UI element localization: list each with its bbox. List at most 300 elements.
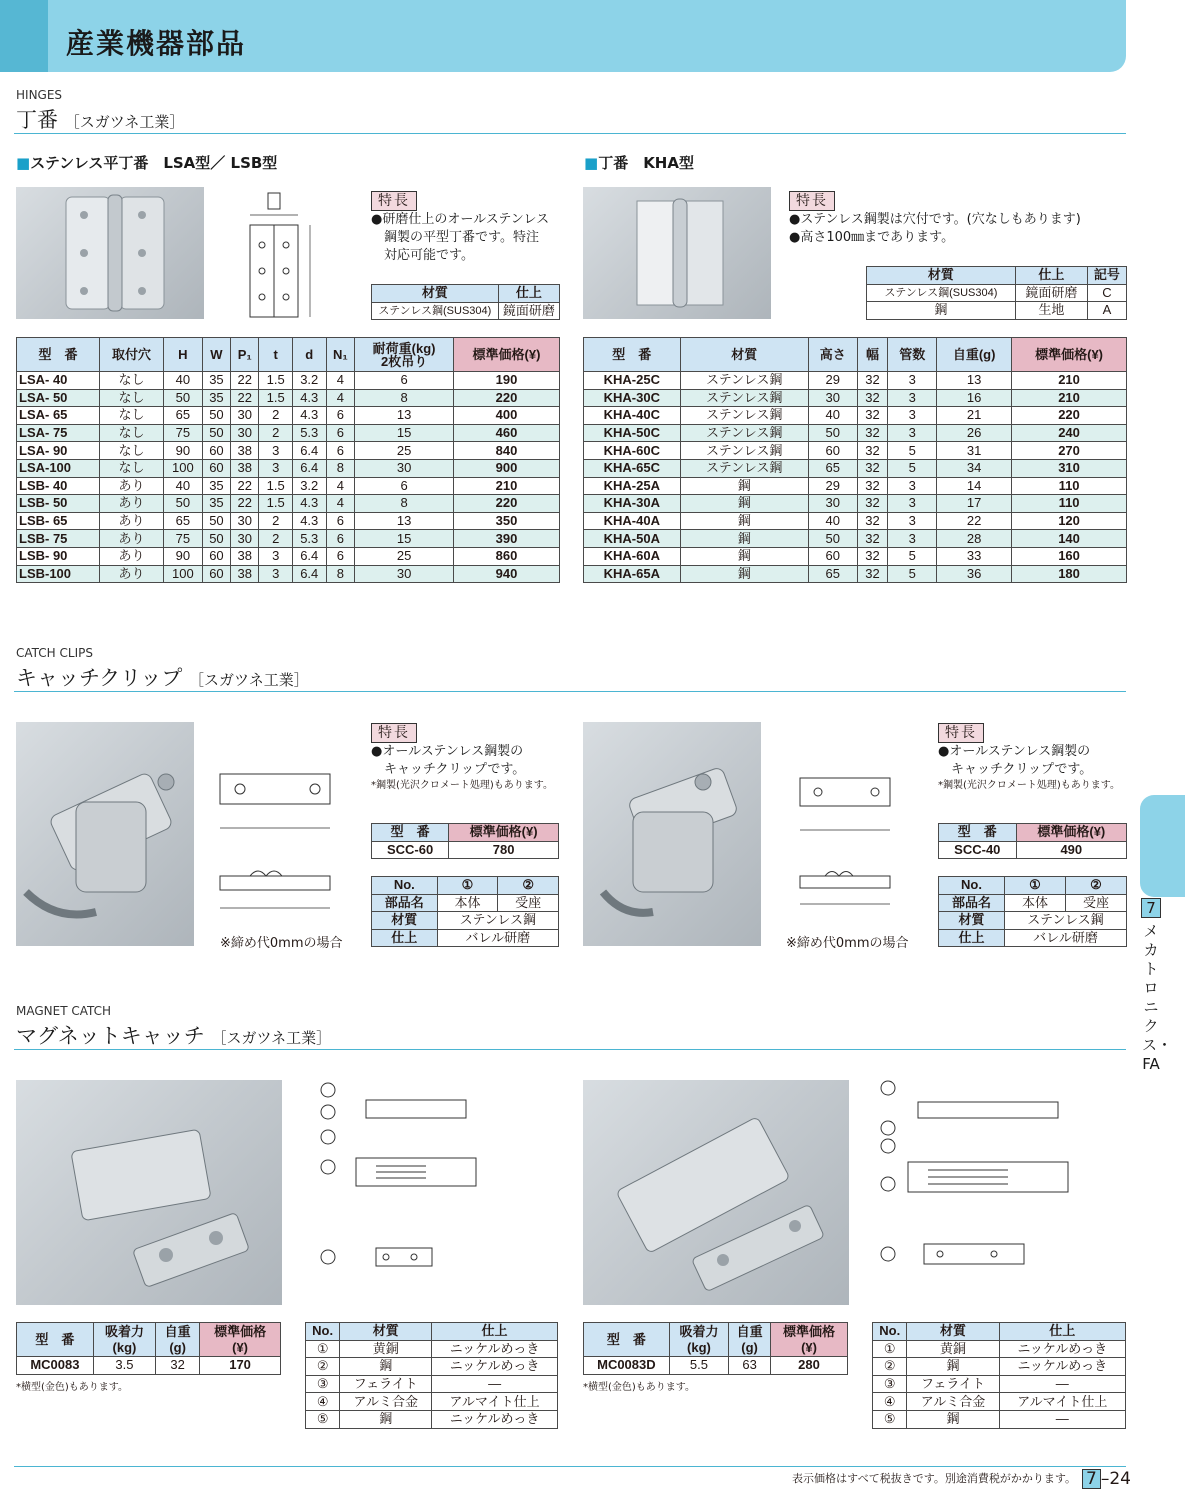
- table-cell: 30: [808, 495, 857, 513]
- table-cell: 240: [1012, 424, 1127, 442]
- table-cell: 8: [355, 389, 454, 407]
- table-cell: ②: [306, 1358, 340, 1376]
- table-row: [17, 424, 560, 442]
- cell: 本体: [1004, 894, 1065, 912]
- table-cell: 32: [857, 442, 888, 460]
- table-cell: 34: [937, 459, 1012, 477]
- header-cell: 仕上: [999, 1323, 1125, 1341]
- table-cell: 22: [231, 495, 259, 513]
- table-cell: 鋼: [340, 1410, 432, 1428]
- table-cell: 60: [808, 547, 857, 565]
- table-cell: フェライト: [340, 1375, 432, 1393]
- kha-table: [583, 337, 1127, 583]
- table-cell: 3: [259, 565, 293, 583]
- table-cell: 30: [231, 407, 259, 425]
- table-cell: あり: [99, 565, 163, 583]
- table-cell: 1.5: [259, 389, 293, 407]
- table-row: [17, 495, 560, 513]
- header-cell: ②: [498, 877, 559, 895]
- table-cell: 210: [453, 477, 559, 495]
- feature-text: ●研磨仕上のオールステンレス 鋼製の平型丁番です。特注 対応可能です。: [371, 212, 550, 263]
- table-cell: 310: [1012, 459, 1127, 477]
- table-cell: 350: [453, 512, 559, 530]
- table-cell: あり: [99, 495, 163, 513]
- header-cell: 自重 (g): [156, 1323, 200, 1357]
- table-row: [17, 477, 560, 495]
- header-cell: P₁: [231, 338, 259, 372]
- table-cell: LSB- 40: [17, 477, 100, 495]
- table-cell: 鋼: [680, 565, 808, 583]
- table-cell: 鋼: [680, 547, 808, 565]
- table-cell: アルミ合金: [907, 1393, 999, 1411]
- table-cell: KHA-30C: [584, 389, 681, 407]
- table-cell: 65: [808, 459, 857, 477]
- table-row: [584, 389, 1127, 407]
- kha-features: [789, 190, 1129, 247]
- header-cell: 標準価格(¥): [449, 824, 559, 842]
- table-cell: 60: [202, 547, 230, 565]
- table-cell: 32: [857, 389, 888, 407]
- table-cell: 3: [888, 477, 937, 495]
- catch-60-features: [371, 722, 571, 793]
- header-cell: 標準価格(¥): [1016, 824, 1126, 842]
- cell: バレル研磨: [437, 929, 558, 947]
- subhead-text: ステンレス平丁番 LSA型／ LSB型: [30, 154, 278, 172]
- table-cell: KHA-40C: [584, 407, 681, 425]
- model-cell: MC0083: [17, 1357, 94, 1375]
- table-cell: LSA- 40: [17, 372, 100, 390]
- table-row: [17, 372, 560, 390]
- cell: 5.5: [669, 1357, 728, 1375]
- table-cell: 30: [231, 530, 259, 548]
- table-row: [17, 547, 560, 565]
- table-cell: なし: [99, 424, 163, 442]
- table-row: [306, 1375, 558, 1393]
- footer-rule: [14, 1466, 1126, 1467]
- table-cell: ③: [306, 1375, 340, 1393]
- table-cell: 1.5: [259, 477, 293, 495]
- hinge-photo-illustration: [583, 187, 771, 319]
- table-cell: 32: [857, 512, 888, 530]
- table-cell: 4.3: [292, 512, 326, 530]
- price-cell: 490: [1016, 841, 1126, 859]
- table-cell: なし: [99, 407, 163, 425]
- table-cell: 460: [453, 424, 559, 442]
- table-cell: 22: [231, 372, 259, 390]
- table-cell: 6: [326, 424, 355, 442]
- table-cell: 4: [326, 372, 355, 390]
- table-cell: アルマイト仕上: [432, 1393, 558, 1411]
- table-cell: 270: [1012, 442, 1127, 460]
- table-cell: 50: [808, 530, 857, 548]
- table-cell: 32: [857, 565, 888, 583]
- header-cell: No.: [306, 1323, 340, 1341]
- section-en-catch: CATCH CLIPS: [16, 646, 93, 660]
- table-cell: 6: [326, 512, 355, 530]
- spec-cell: C: [1087, 284, 1126, 302]
- table-row: [584, 477, 1127, 495]
- table-cell: ニッケルめっき: [432, 1358, 558, 1376]
- table-cell: 38: [231, 442, 259, 460]
- section-rule: [14, 691, 1126, 692]
- table-cell: 3.2: [292, 477, 326, 495]
- table-row: [306, 1340, 558, 1358]
- section-jp: 丁番: [16, 108, 58, 132]
- table-cell: 50: [202, 530, 230, 548]
- table-cell: 鋼: [680, 477, 808, 495]
- table-cell: 2: [259, 512, 293, 530]
- table-cell: 60: [202, 442, 230, 460]
- cell: 3.5: [93, 1357, 155, 1375]
- table-cell: KHA-25C: [584, 372, 681, 390]
- header-cell: W: [202, 338, 230, 372]
- header-cell: 耐荷重(kg) 2枚吊り: [355, 338, 454, 372]
- table-cell: 3: [888, 389, 937, 407]
- cell: ステンレス鋼: [437, 912, 558, 930]
- header-cell: ②: [1065, 877, 1126, 895]
- table-cell: ②: [873, 1358, 907, 1376]
- table-cell: 390: [453, 530, 559, 548]
- header-cell: 自重(g): [937, 338, 1012, 372]
- header-cell: 型 番: [584, 338, 681, 372]
- table-cell: 鋼: [340, 1358, 432, 1376]
- table-cell: 100: [163, 565, 202, 583]
- table-cell: 3: [888, 512, 937, 530]
- model-cell: SCC-40: [939, 841, 1017, 859]
- price-cell: 170: [200, 1357, 281, 1375]
- table-cell: 4.3: [292, 389, 326, 407]
- table-cell: 6: [355, 477, 454, 495]
- table-cell: ニッケルめっき: [432, 1410, 558, 1428]
- table-cell: 3: [259, 547, 293, 565]
- header-cell: 型 番: [372, 824, 449, 842]
- note: *横型(金色)もあります。: [583, 1382, 696, 1393]
- dimension-drawing: [200, 748, 350, 928]
- spec-header: 仕上: [1015, 267, 1087, 285]
- table-cell: 3: [888, 530, 937, 548]
- table-row: [17, 565, 560, 583]
- table-cell: 35: [202, 477, 230, 495]
- table-cell: KHA-25A: [584, 477, 681, 495]
- table-cell: 30: [355, 565, 454, 583]
- table-cell: 30: [355, 459, 454, 477]
- table-cell: 30: [808, 389, 857, 407]
- spec-cell: ステンレス鋼(SUS304): [372, 302, 499, 320]
- hinge-photo-illustration: [16, 187, 204, 319]
- price-cell: 280: [771, 1357, 848, 1375]
- table-cell: 32: [857, 407, 888, 425]
- header-cell: 材質: [907, 1323, 999, 1341]
- table-cell: 6: [355, 372, 454, 390]
- table-row: [17, 389, 560, 407]
- magnet-illustration: [583, 1080, 849, 1305]
- footer-note: 表示価格はすべて税抜きです。別途消費税がかかります。: [792, 1472, 1077, 1485]
- row-label: 材質: [372, 912, 438, 930]
- table-cell: KHA-65C: [584, 459, 681, 477]
- cell: 63: [729, 1357, 771, 1375]
- magnet-illustration: [16, 1080, 282, 1305]
- table-row: [873, 1358, 1126, 1376]
- table-cell: 210: [1012, 372, 1127, 390]
- table-cell: LSB-100: [17, 565, 100, 583]
- magnet-left-price-table: [16, 1322, 281, 1375]
- table-cell: 120: [1012, 512, 1127, 530]
- table-cell: 32: [857, 530, 888, 548]
- subhead-lsa: ■ステンレス平丁番 LSA型／ LSB型: [16, 154, 278, 172]
- table-cell: アルマイト仕上: [999, 1393, 1125, 1411]
- catch-clip-40-photo: [583, 722, 761, 946]
- feature-label: 特長: [371, 191, 417, 211]
- table-cell: 15: [355, 424, 454, 442]
- section-rule: [14, 133, 1126, 134]
- table-cell: 50: [202, 407, 230, 425]
- table-cell: 鋼: [680, 530, 808, 548]
- kha-spec-table: [866, 266, 1127, 320]
- chapter-title: メカトロニクス・FA: [1142, 922, 1173, 1073]
- table-cell: LSB- 90: [17, 547, 100, 565]
- table-cell: 38: [231, 459, 259, 477]
- table-cell: 3.2: [292, 372, 326, 390]
- header-cell: ①: [437, 877, 498, 895]
- table-cell: 32: [857, 459, 888, 477]
- header-cell: 取付穴: [99, 338, 163, 372]
- table-cell: 8: [355, 495, 454, 513]
- header-cell: 吸着力 (kg): [93, 1323, 155, 1357]
- table-cell: 16: [937, 389, 1012, 407]
- table-cell: 3: [888, 372, 937, 390]
- table-cell: 35: [202, 389, 230, 407]
- catch-40-price-table: [938, 823, 1127, 859]
- table-cell: 5: [888, 565, 937, 583]
- spec-cell: 鏡面研磨: [498, 302, 559, 320]
- table-cell: LSA- 65: [17, 407, 100, 425]
- header-cell: No.: [372, 877, 438, 895]
- table-row: [584, 495, 1127, 513]
- table-cell: 4.3: [292, 407, 326, 425]
- dimension-drawing: [878, 1080, 1118, 1305]
- table-cell: 90: [163, 442, 202, 460]
- hinge-lsa-drawing: [230, 185, 330, 323]
- table-cell: 鋼: [907, 1410, 999, 1428]
- table-cell: 50: [202, 424, 230, 442]
- table-cell: 32: [857, 477, 888, 495]
- maker-label: ［スガツネ工業］: [189, 671, 309, 689]
- note: *横型(金色)もあります。: [16, 1382, 129, 1393]
- table-cell: 5.3: [292, 424, 326, 442]
- table-cell: 32: [857, 424, 888, 442]
- table-row: [306, 1410, 558, 1428]
- table-cell: 50: [163, 389, 202, 407]
- table-cell: 50: [202, 512, 230, 530]
- catch-clip-40-drawing: [770, 748, 920, 928]
- table-cell: 210: [1012, 389, 1127, 407]
- feature-note: *鋼製(光沢クロメート処理)もあります。: [938, 780, 1121, 791]
- table-row: [584, 547, 1127, 565]
- table-cell: 5: [888, 547, 937, 565]
- table-cell: —: [999, 1375, 1125, 1393]
- table-cell: 40: [808, 512, 857, 530]
- table-cell: 5: [888, 442, 937, 460]
- catch-60-price-table: [371, 823, 559, 859]
- magnet-mc0083-photo: [16, 1080, 282, 1305]
- cell: 32: [156, 1357, 200, 1375]
- header-cell: 材質: [680, 338, 808, 372]
- table-row: [873, 1340, 1126, 1358]
- table-row: [17, 459, 560, 477]
- table-cell: ステンレス鋼: [680, 407, 808, 425]
- page-chapter-box: 7: [1082, 1469, 1101, 1489]
- table-cell: 180: [1012, 565, 1127, 583]
- table-row: [584, 442, 1127, 460]
- table-cell: 29: [808, 372, 857, 390]
- table-cell: ①: [306, 1340, 340, 1358]
- table-cell: KHA-30A: [584, 495, 681, 513]
- caption: ※締め代0mmの場合: [220, 936, 343, 951]
- table-cell: 38: [231, 565, 259, 583]
- table-cell: 50: [808, 424, 857, 442]
- chapter-number: 7: [1141, 898, 1161, 918]
- table-cell: 38: [231, 547, 259, 565]
- cell: 受座: [498, 894, 559, 912]
- table-cell: ステンレス鋼: [680, 442, 808, 460]
- header-cell: 管数: [888, 338, 937, 372]
- table-cell: 30: [231, 424, 259, 442]
- magnet-mc0083-drawing: [316, 1080, 556, 1305]
- table-cell: 25: [355, 442, 454, 460]
- table-cell: ステンレス鋼: [680, 424, 808, 442]
- table-cell: 8: [326, 459, 355, 477]
- table-cell: なし: [99, 442, 163, 460]
- table-cell: 鋼: [680, 512, 808, 530]
- spec-cell: 生地: [1015, 302, 1087, 320]
- table-cell: 4: [326, 477, 355, 495]
- section-title-catch: [16, 662, 309, 692]
- table-cell: 黄銅: [907, 1340, 999, 1358]
- feature-label: 特長: [371, 723, 417, 743]
- table-cell: 140: [1012, 530, 1127, 548]
- table-cell: 900: [453, 459, 559, 477]
- table-cell: 220: [453, 495, 559, 513]
- table-cell: アルミ合金: [340, 1393, 432, 1411]
- table-cell: 22: [231, 477, 259, 495]
- table-cell: 13: [937, 372, 1012, 390]
- table-cell: 22: [231, 389, 259, 407]
- feature-label: 特長: [789, 191, 835, 211]
- banner-accent: [0, 0, 48, 72]
- page-number-rest: –24: [1100, 1469, 1131, 1489]
- table-cell: 4.3: [292, 495, 326, 513]
- table-cell: LSB- 75: [17, 530, 100, 548]
- table-cell: あり: [99, 512, 163, 530]
- table-cell: あり: [99, 547, 163, 565]
- table-cell: なし: [99, 389, 163, 407]
- table-cell: 65: [163, 407, 202, 425]
- row-label: 部品名: [939, 894, 1005, 912]
- spec-cell: ステンレス鋼(SUS304): [867, 284, 1016, 302]
- table-cell: あり: [99, 477, 163, 495]
- table-cell: 75: [163, 424, 202, 442]
- section-rule: [14, 1049, 1126, 1050]
- lsa-table: [16, 337, 560, 583]
- hinge-lsa-photo: [16, 187, 204, 319]
- catch-40-features: [938, 722, 1138, 793]
- table-cell: 13: [355, 407, 454, 425]
- header-cell: t: [259, 338, 293, 372]
- table-cell: 2: [259, 424, 293, 442]
- catch-40-parts-table: [938, 876, 1127, 947]
- table-row: [17, 512, 560, 530]
- catch-clip-60-photo: [16, 722, 194, 946]
- header-cell: ①: [1004, 877, 1065, 895]
- table-row: [873, 1410, 1126, 1428]
- table-cell: 15: [355, 530, 454, 548]
- table-cell: 3: [259, 459, 293, 477]
- table-cell: 26: [937, 424, 1012, 442]
- table-cell: 鋼: [907, 1358, 999, 1376]
- table-cell: 黄銅: [340, 1340, 432, 1358]
- table-cell: ニッケルめっき: [999, 1358, 1125, 1376]
- table-cell: 1.5: [259, 372, 293, 390]
- table-row: [306, 1358, 558, 1376]
- table-cell: あり: [99, 530, 163, 548]
- table-cell: KHA-60A: [584, 547, 681, 565]
- spec-header: 材質: [372, 285, 499, 303]
- table-cell: 75: [163, 530, 202, 548]
- table-cell: 60: [202, 459, 230, 477]
- section-jp: キャッチクリップ: [16, 666, 183, 690]
- table-row: [584, 565, 1127, 583]
- table-cell: 3: [888, 495, 937, 513]
- spec-cell: A: [1087, 302, 1126, 320]
- table-cell: 3: [888, 407, 937, 425]
- table-cell: 21: [937, 407, 1012, 425]
- header-cell: 自重 (g): [729, 1323, 771, 1357]
- table-cell: ④: [873, 1393, 907, 1411]
- table-cell: 25: [355, 547, 454, 565]
- catch-60-parts-table: [371, 876, 559, 947]
- table-row: [584, 459, 1127, 477]
- table-cell: 220: [1012, 407, 1127, 425]
- feature-label: 特長: [938, 723, 984, 743]
- table-cell: KHA-40A: [584, 512, 681, 530]
- table-cell: 13: [355, 512, 454, 530]
- lsa-spec-table: [371, 284, 560, 320]
- header-cell: 標準価格(¥): [1012, 338, 1127, 372]
- table-cell: 860: [453, 547, 559, 565]
- table-cell: 14: [937, 477, 1012, 495]
- table-cell: 190: [453, 372, 559, 390]
- header-cell: 標準価格 (¥): [771, 1323, 848, 1357]
- table-cell: 鋼: [680, 495, 808, 513]
- table-cell: 30: [231, 512, 259, 530]
- row-label: 部品名: [372, 894, 438, 912]
- table-row: [17, 442, 560, 460]
- maker-label: ［スガツネ工業］: [211, 1029, 332, 1047]
- table-cell: 3: [259, 442, 293, 460]
- magnet-right-price-table: [583, 1322, 848, 1375]
- table-row: [873, 1375, 1126, 1393]
- chapter-tab: [1140, 795, 1185, 897]
- table-cell: 36: [937, 565, 1012, 583]
- table-cell: KHA-50A: [584, 530, 681, 548]
- table-cell: 40: [808, 407, 857, 425]
- table-cell: 65: [808, 565, 857, 583]
- table-cell: LSB- 65: [17, 512, 100, 530]
- feature-text: ●オールステンレス鋼製の キャッチクリップです。: [938, 744, 1093, 777]
- dimension-drawing: [230, 185, 330, 323]
- table-cell: 35: [202, 372, 230, 390]
- table-cell: 90: [163, 547, 202, 565]
